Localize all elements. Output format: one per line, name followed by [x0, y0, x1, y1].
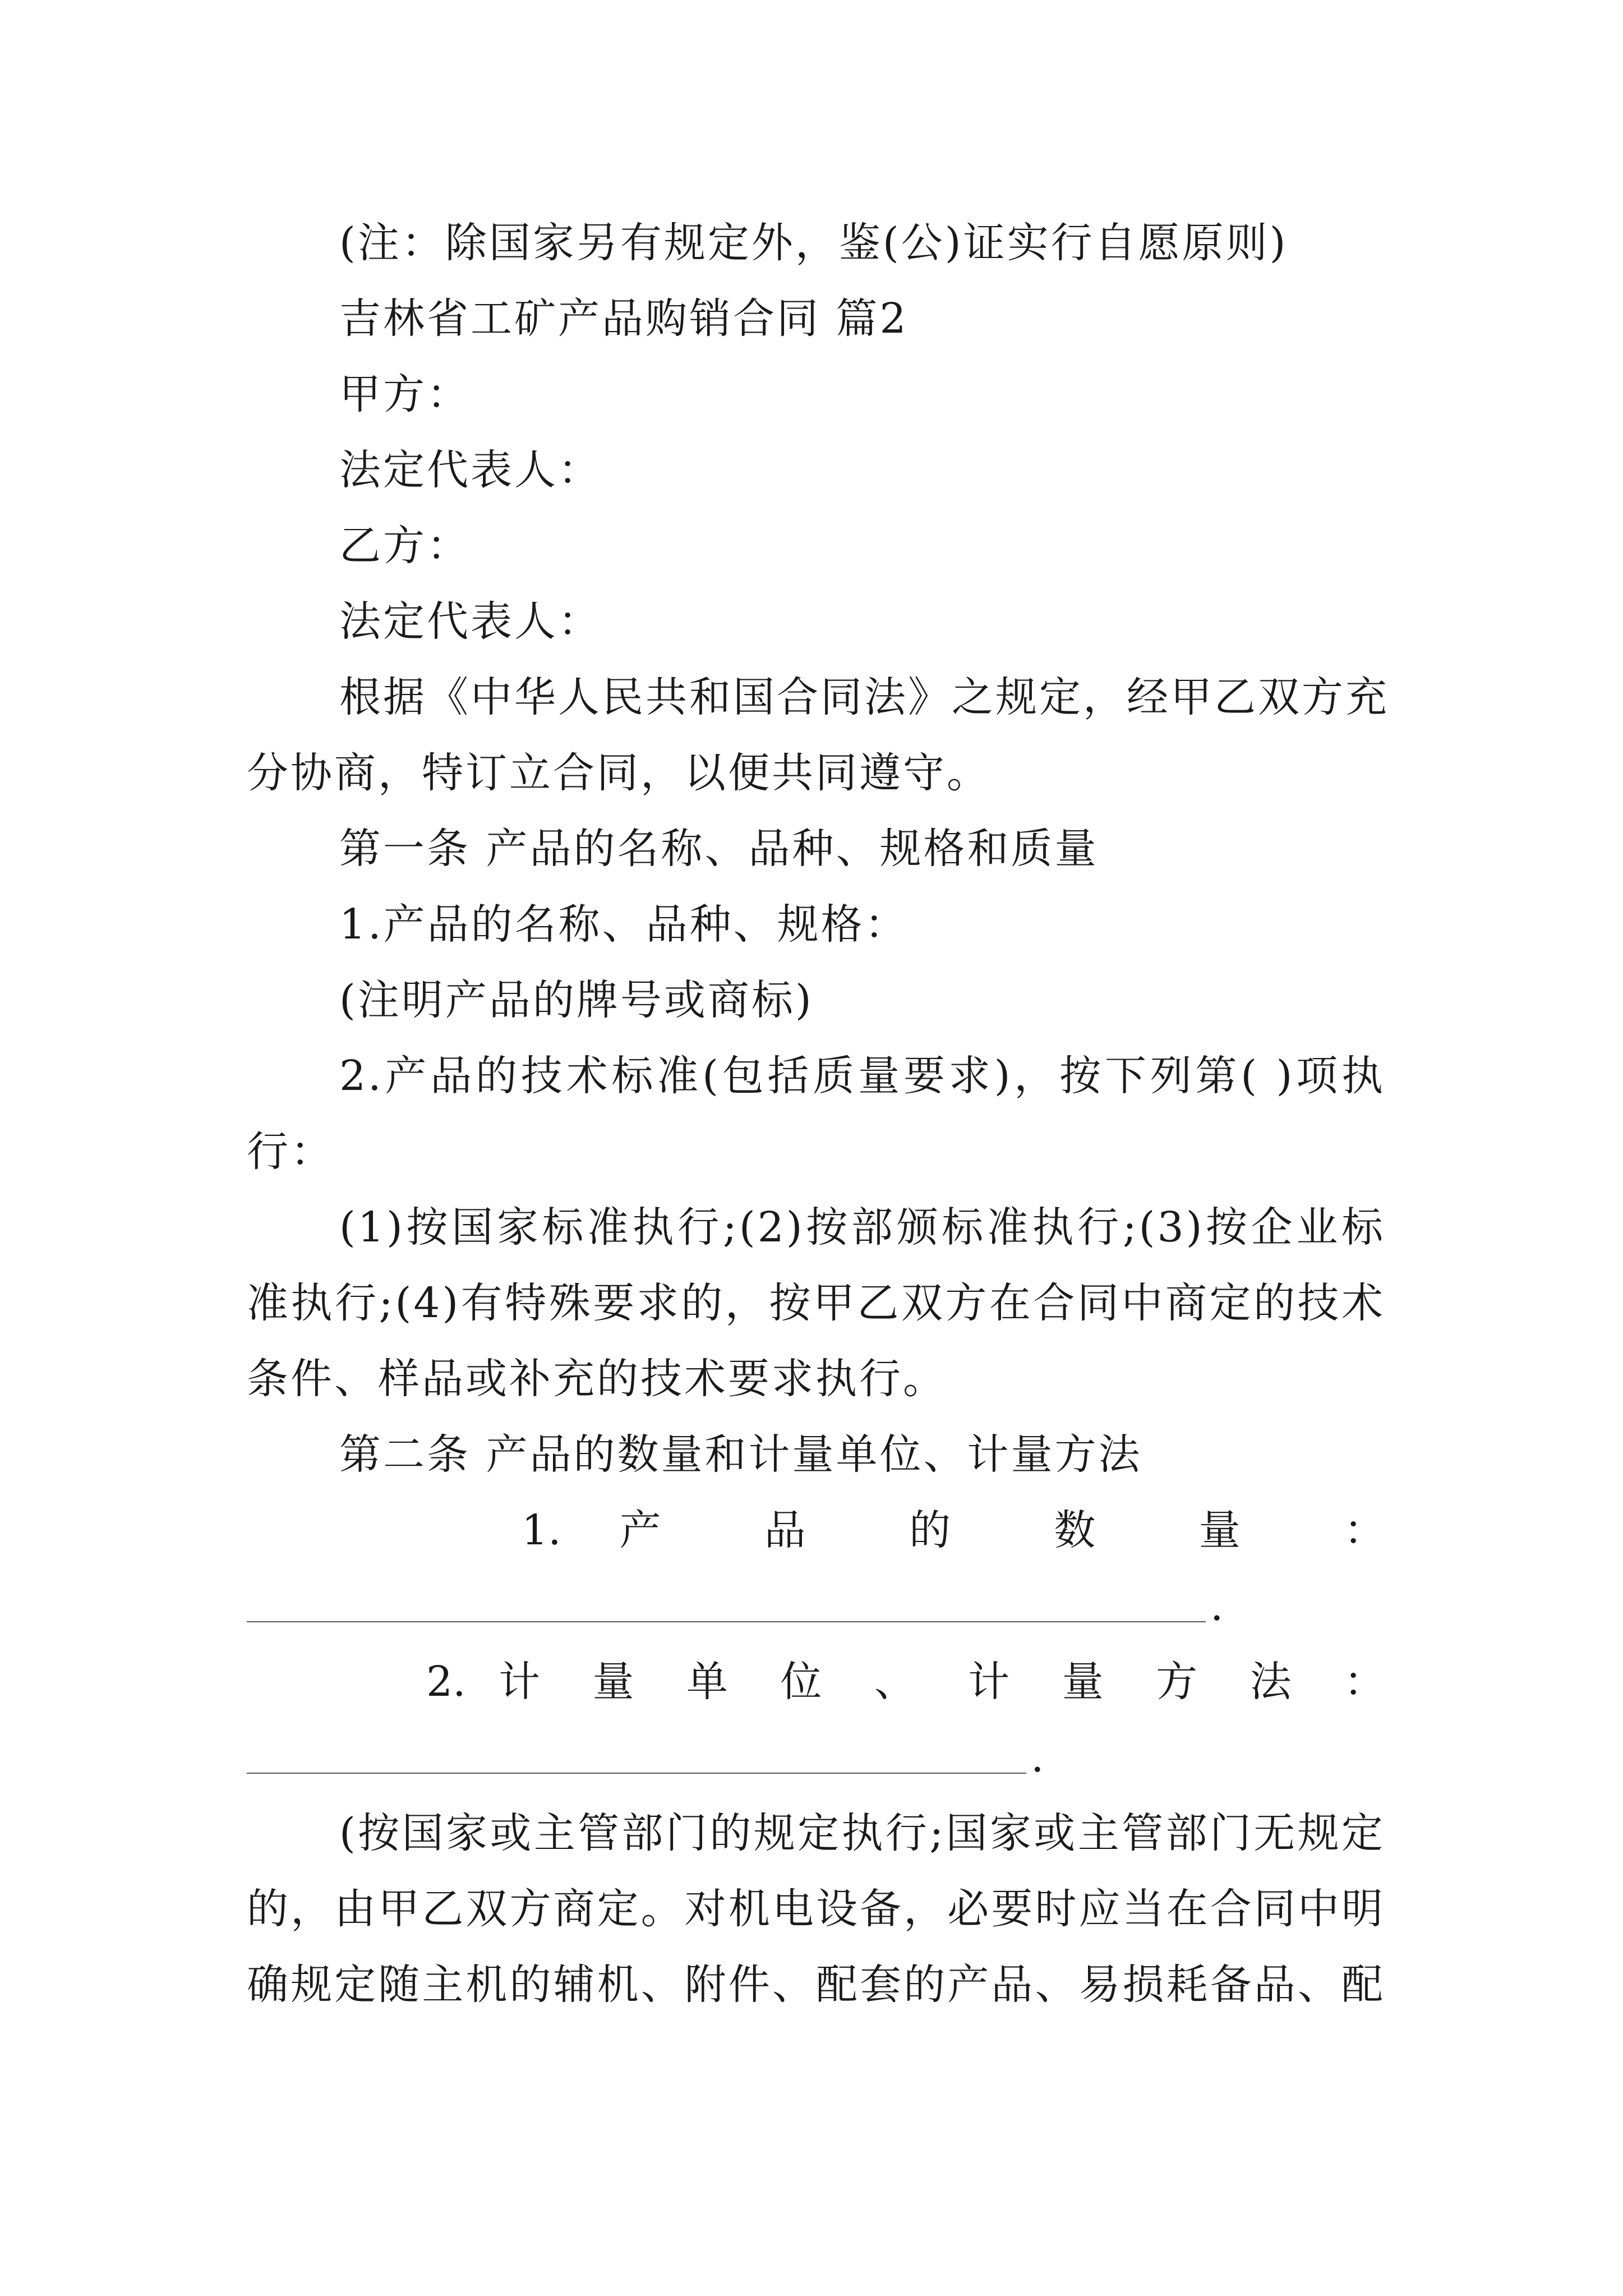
article-1-item-1: 1.产品的名称、品种、规格：	[339, 900, 909, 949]
quantity-blank	[247, 1575, 1234, 1637]
party-a-label: 甲方：	[339, 370, 471, 418]
article-1-item-2-line-2: 行：	[247, 1128, 334, 1176]
party-b-label: 乙方：	[339, 522, 471, 570]
note-voluntary-notarization: (注：除国家另有规定外，鉴(公)证实行自愿原则)	[339, 219, 1288, 267]
article-2-heading: 第二条 产品的数量和计量单位、计量方法	[339, 1430, 1142, 1479]
quantity-blank-period: .	[1210, 1582, 1224, 1630]
measurement-blank-period: .	[1031, 1733, 1044, 1782]
measurement-blank-line	[247, 1773, 1026, 1774]
standards-line-1: (1)按国家标准执行;(2)按部颁标准执行;(3)按企业标	[339, 1203, 1385, 1251]
quantity-label: 1. 产 品 的 数 量 ：	[522, 1506, 1385, 1554]
quantity-blank-line	[247, 1621, 1206, 1622]
party-a-representative-label: 法定代表人：	[339, 446, 602, 494]
standards-line-2: 准执行;(4)有特殊要求的，按甲乙双方在合同中商定的技术	[247, 1279, 1385, 1327]
article-1-heading: 第一条 产品的名称、品种、规格和质量	[339, 825, 1099, 873]
measurement-note-line-1: (按国家或主管部门的规定执行;国家或主管部门无规定	[339, 1809, 1385, 1857]
article-1-item-2-line-1: 2.产品的技术标准(包括质量要求)，按下列第( )项执	[339, 1052, 1385, 1100]
measurement-note-line-3: 确规定随主机的辅机、附件、配套的产品、易损耗备品、配	[247, 1961, 1385, 2009]
party-b-representative-label: 法定代表人：	[339, 597, 602, 646]
measurement-note-line-2: 的，由甲乙双方商定。对机电设备，必要时应当在合同中明	[247, 1885, 1385, 1933]
standards-line-3: 条件、样品或补充的技术要求执行。	[247, 1355, 947, 1403]
article-1-note-brand: (注明产品的牌号或商标)	[339, 976, 814, 1024]
contract-title: 吉林省工矿产品购销合同 篇2	[339, 295, 909, 343]
measurement-blank	[247, 1727, 1043, 1788]
measurement-label: 2. 计 量 单 位 、 计 量 方 法 ：	[426, 1658, 1385, 1706]
preamble-line-1: 根据《中华人民共和国合同法》之规定，经甲乙双方充	[339, 673, 1389, 721]
preamble-line-2: 分协商，特订立合同，以便共同遵守。	[247, 749, 990, 797]
